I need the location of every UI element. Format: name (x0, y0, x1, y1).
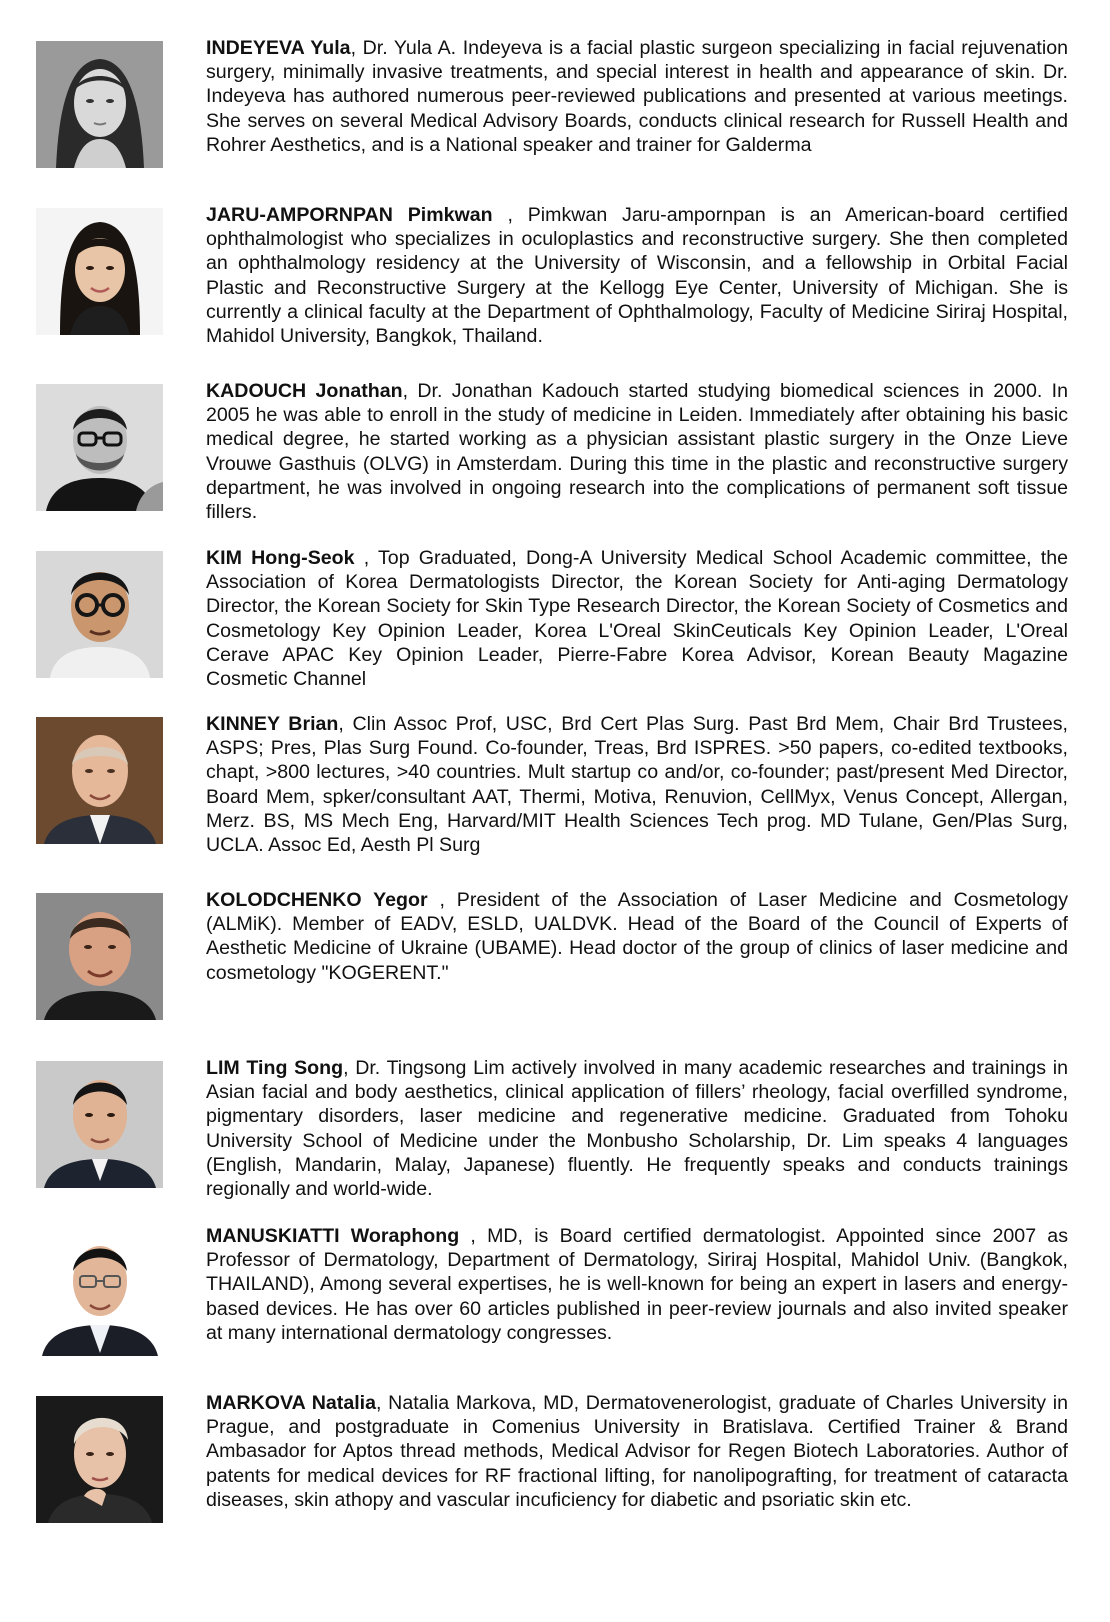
speaker-photo (36, 893, 163, 1020)
speaker-bio-text: , Dr. Tingsong Lim actively involved in many academic researches and trainings in Asian facial and body aesthetics, clinical application of fillers’ rheology, facial overfilled syndrome, pigmentary disorders, laser medicine and regenerative medicine. Graduated from Tohoku University School of Medicine under the Monbusho Scholarship, Dr. Lim speaks 4 languages (English, Mandarin, Malay, Japanese) fluently. He frequently speaks and conducts trainings regionally and world-wide. (206, 1057, 1069, 1201)
speaker-photo (36, 1061, 163, 1188)
speaker-bio-text: , MD, is Board certified dermatologist. Appointed since 2007 as Professor of Dermatology, Department of Dermatology, Siriraj Hospital, Mahidol Univ. (Bangkok, THAILAND), Among several expertises, he is well-known for being an expert in lasers and energy-based devices. He has over 60 articles published in peer-review journals and also invited speaker at many international dermatology congresses. (206, 1225, 1068, 1344)
speaker-photo (36, 384, 163, 511)
speaker-photo (36, 1229, 163, 1356)
speaker-bio-text: , Dr. Jonathan Kadouch started studying biomedical sciences in 2000. In 2005 he was able to enroll in the study of medicine in Leiden. Immediately after obtaining his basic medical degree, he started working as a physician assistant plastic surgery in the Onze Lieve Vrouwe Gasthuis (OLVG) in Amsterdam. During this time in the plastic and reconstructive surgery department, he was involved in ongoing research into the complications of permanent soft tissue fillers. (206, 380, 1068, 524)
speaker-photo (36, 717, 163, 844)
speaker-name: INDEYEVA Yula (206, 37, 351, 59)
speaker-bio (206, 888, 1068, 985)
portrait-image (36, 384, 163, 511)
speaker-photo (36, 551, 163, 678)
speaker-name: LIM Ting Song (206, 1057, 344, 1079)
speaker-name: KADOUCH Jonathan (206, 380, 403, 402)
portrait-image (36, 1396, 163, 1523)
speaker-bio-text: , Natalia Markova, MD, Dermatovenerologist, graduate of Charles University in Prague, and postgraduate in Comenius University in Bratislava. Certified Trainer & Brand Ambasador for Aptos thread methods, Medical Advisor for Regen Biotech Laboratories. Author of patents for medical devices for RF fractional lifting, for nanolipografting, for treatment of cataracta diseases, skin athopy and vascular incuficiency for diabetic and psoriatic skin etc. (206, 1392, 1068, 1511)
speaker-bio (206, 546, 1068, 691)
speaker-photo (36, 208, 163, 335)
speaker-bio (206, 712, 1068, 857)
speaker-name: MANUSKIATTI Woraphong (206, 1225, 460, 1247)
portrait-image (36, 893, 163, 1020)
speaker-bio-text: , Pimkwan Jaru-ampornpan is an American-board certified ophthalmologist who specializes in oculoplastics and reconstructive surgery. She then completed an ophthalmology residency at the University of Wisconsin, and a fellowship in Orbital Facial Plastic and Reconstructive Surgery at the Kellogg Eye Center, University of Michigan. She is currently a clinical faculty at the Department of Ophthalmology, Faculty of Medicine Siriraj Hospital, Mahidol University, Bangkok, Thailand. (206, 204, 1069, 348)
speaker-photo (36, 1396, 163, 1523)
speaker-bio (206, 203, 1068, 348)
speaker-bio (206, 379, 1068, 524)
portrait-image (36, 41, 163, 168)
portrait-image (36, 208, 163, 335)
speaker-name: MARKOVA Natalia (206, 1392, 377, 1414)
speaker-bio (206, 1391, 1068, 1512)
portrait-image (36, 1061, 163, 1188)
speaker-bio-text: , Dr. Yula A. Indeyeva is a facial plastic surgeon specializing in facial rejuvenation surgery, minimally invasive treatments, and special interest in health and appearance of skin. Dr. Indeyeva has authored numerous peer-reviewed publications and presented at various meetings. She serves on several Medical Advisory Boards, conducts clinical research for Russell Health and Rohrer Aesthetics, and is a National speaker and trainer for Galderma (206, 37, 1069, 156)
speaker-bio (206, 1056, 1068, 1201)
speaker-name: JARU-AMPORNPAN Pimkwan (206, 204, 493, 226)
portrait-image (36, 551, 163, 678)
speaker-bio (206, 1224, 1068, 1345)
speaker-name: KINNEY Brian (206, 713, 339, 735)
speaker-bio-text: , Top Graduated, Dong-A University Medical School Academic committee, the Association of Korea Dermatologists Director, the Korean Society for Anti-aging Dermatology Director, the Korean Society for Skin Type Research Director, the Korean Society of Cosmetics and Cosmetology Key Opinion Leader, Korea L'Oreal SkinCeuticals Key Opinion Leader, L'Oreal Cerave APAC Key Opinion Leader, Pierre-Fabre Korea Advisor, Korean Beauty Magazine Cosmetic Channel (206, 547, 1068, 691)
speaker-bio-text: , President of the Association of Laser Medicine and Cosmetology (ALMiK). Member of EADV, ESLD, UALDVK. Head of the Board of the Council of Experts of Aesthetic Medicine of Ukraine (UBAME). Head doctor of the group of clinics of laser medicine and cosmetology "KOGERENT." (206, 889, 1068, 984)
speaker-bio-text: , Clin Assoc Prof, USC, Brd Cert Plas Surg. Past Brd Mem, Chair Brd Trustees, ASPS; Pres, Plas Surg Found. Co-founder, Treas, Brd ISPRES. >50 papers, co-edited textbooks, chapt, >800 lectures, >40 countries. Mult startup co and/or, co-founder; past/present Med Director, Board Mem, spker/consultant AAT, Thermi, Motiva, Renuvion, CellMyx, Venus Concept, Allergan, Merz. BS, MS Mech Eng, Harvard/MIT Health Sciences Tech prog. MD Tulane, Gen/Plas Surg, UCLA. Assoc Ed, Aesth Pl Surg (206, 713, 1068, 857)
speaker-bio (206, 36, 1068, 157)
speaker-name: KIM Hong-Seok (206, 547, 355, 569)
speaker-photo (36, 41, 163, 168)
portrait-image (36, 717, 163, 844)
portrait-image (36, 1229, 163, 1356)
speaker-name: KOLODCHENKO Yegor (206, 889, 428, 911)
